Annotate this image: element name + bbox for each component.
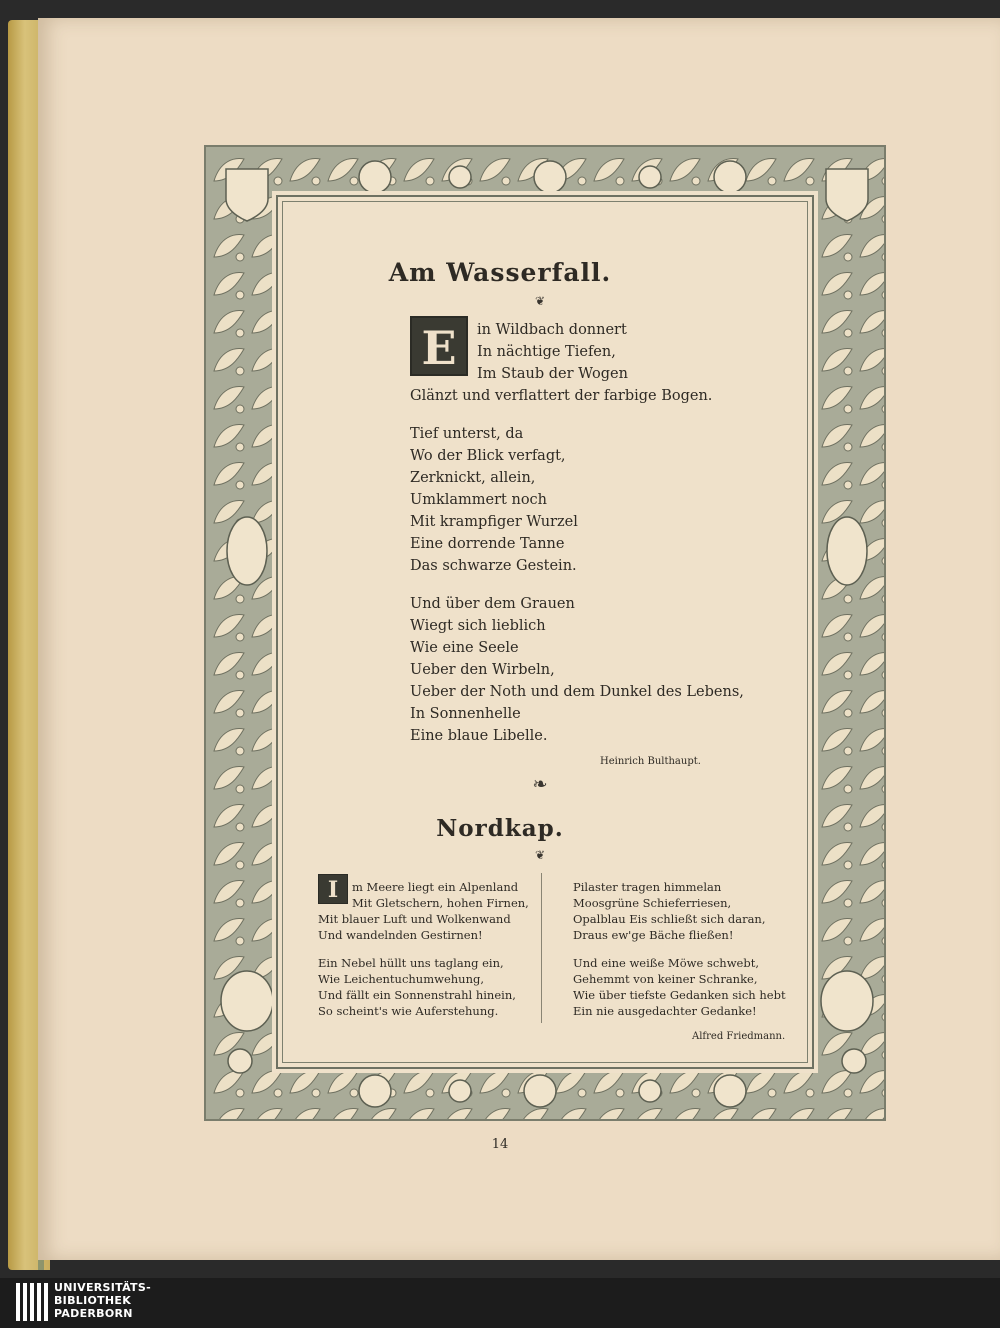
- library-name: [54, 1281, 151, 1320]
- poem-line: Pilaster tragen himmelan: [573, 880, 722, 894]
- poem-line: So scheint's wie Auferstehung.: [318, 1004, 499, 1018]
- poem-line: Und über dem Grauen: [410, 596, 575, 612]
- poem-line: Mit krampfiger Wurzel: [410, 514, 578, 530]
- column-divider: [541, 873, 542, 1023]
- poem-line: Opalblau Eis schließt sich daran,: [573, 912, 766, 926]
- library-logo-icon: [14, 1281, 50, 1323]
- decorative-initial: I: [318, 874, 348, 904]
- poem-line: Moosgrüne Schieferriesen,: [573, 896, 732, 910]
- poem-line: Eine dorrende Tanne: [410, 536, 565, 552]
- poem-line: Und fällt ein Sonnenstrahl hinein,: [318, 988, 516, 1002]
- poem-title-am-wasserfall: Am Wasserfall.: [388, 258, 612, 287]
- library-name-line: BIBLIOTHEK: [54, 1294, 132, 1307]
- poem-line: Eine blaue Libelle.: [410, 728, 548, 744]
- poem-line: Umklammert noch: [410, 492, 548, 508]
- poem-line: Zerknickt, allein,: [410, 470, 536, 486]
- poem-author: Alfred Friedmann.: [692, 1031, 786, 1042]
- poem-line: Und wandelnden Gestirnen!: [318, 928, 483, 942]
- poem-line: Ueber den Wirbeln,: [410, 662, 555, 678]
- poem-line: Glänzt und verflattert der farbige Bogen.: [410, 388, 713, 404]
- poem-line: Tief unterst, da: [410, 426, 524, 442]
- poem-line: In Sonnenhelle: [410, 706, 521, 722]
- poem-line: Wie eine Seele: [410, 640, 519, 656]
- poem-line: In nächtige Tiefen,: [477, 344, 616, 360]
- poem-line: Wiegt sich lieblich: [410, 618, 546, 634]
- poem-line: Gehemmt von keiner Schranke,: [573, 972, 758, 986]
- poem-line: Mit Gletschern, hohen Firnen,: [352, 896, 529, 910]
- decorative-initial: E: [410, 316, 468, 376]
- poem-line: m Meere liegt ein Alpenland: [352, 880, 519, 894]
- fleuron-ornament: ❦: [534, 294, 546, 308]
- library-name-line: PADERBORN: [54, 1307, 133, 1320]
- poem-line: Und eine weiße Möwe schwebt,: [573, 956, 759, 970]
- poem-title-nordkap: Nordkap.: [436, 815, 564, 842]
- poem-line: Ein Nebel hüllt uns taglang ein,: [318, 956, 504, 970]
- poem-line: Wo der Blick verfagt,: [410, 448, 566, 464]
- poem-line: Mit blauer Luft und Wolkenwand: [318, 912, 511, 926]
- poem-line: Wie über tiefste Gedanken sich hebt: [573, 988, 786, 1002]
- poem-line: in Wildbach donnert: [477, 322, 627, 338]
- library-name-line: UNIVERSITÄTS-: [54, 1281, 151, 1294]
- fleuron-ornament: ❧: [532, 774, 548, 795]
- poem-line: Wie Leichentuchumwehung,: [318, 972, 485, 986]
- poem-line: Draus ew'ge Bäche fließen!: [573, 928, 734, 942]
- poem-line: Im Staub der Wogen: [477, 366, 628, 382]
- poem-author: Heinrich Bulthaupt.: [600, 756, 701, 767]
- poem-line: Ueber der Noth und dem Dunkel des Lebens,: [410, 684, 744, 700]
- page-number: 14: [491, 1137, 509, 1152]
- poem-line: Ein nie ausgedachter Gedanke!: [573, 1004, 757, 1018]
- fleuron-ornament: ❦: [534, 848, 546, 862]
- poem-line: Das schwarze Gestein.: [410, 558, 577, 574]
